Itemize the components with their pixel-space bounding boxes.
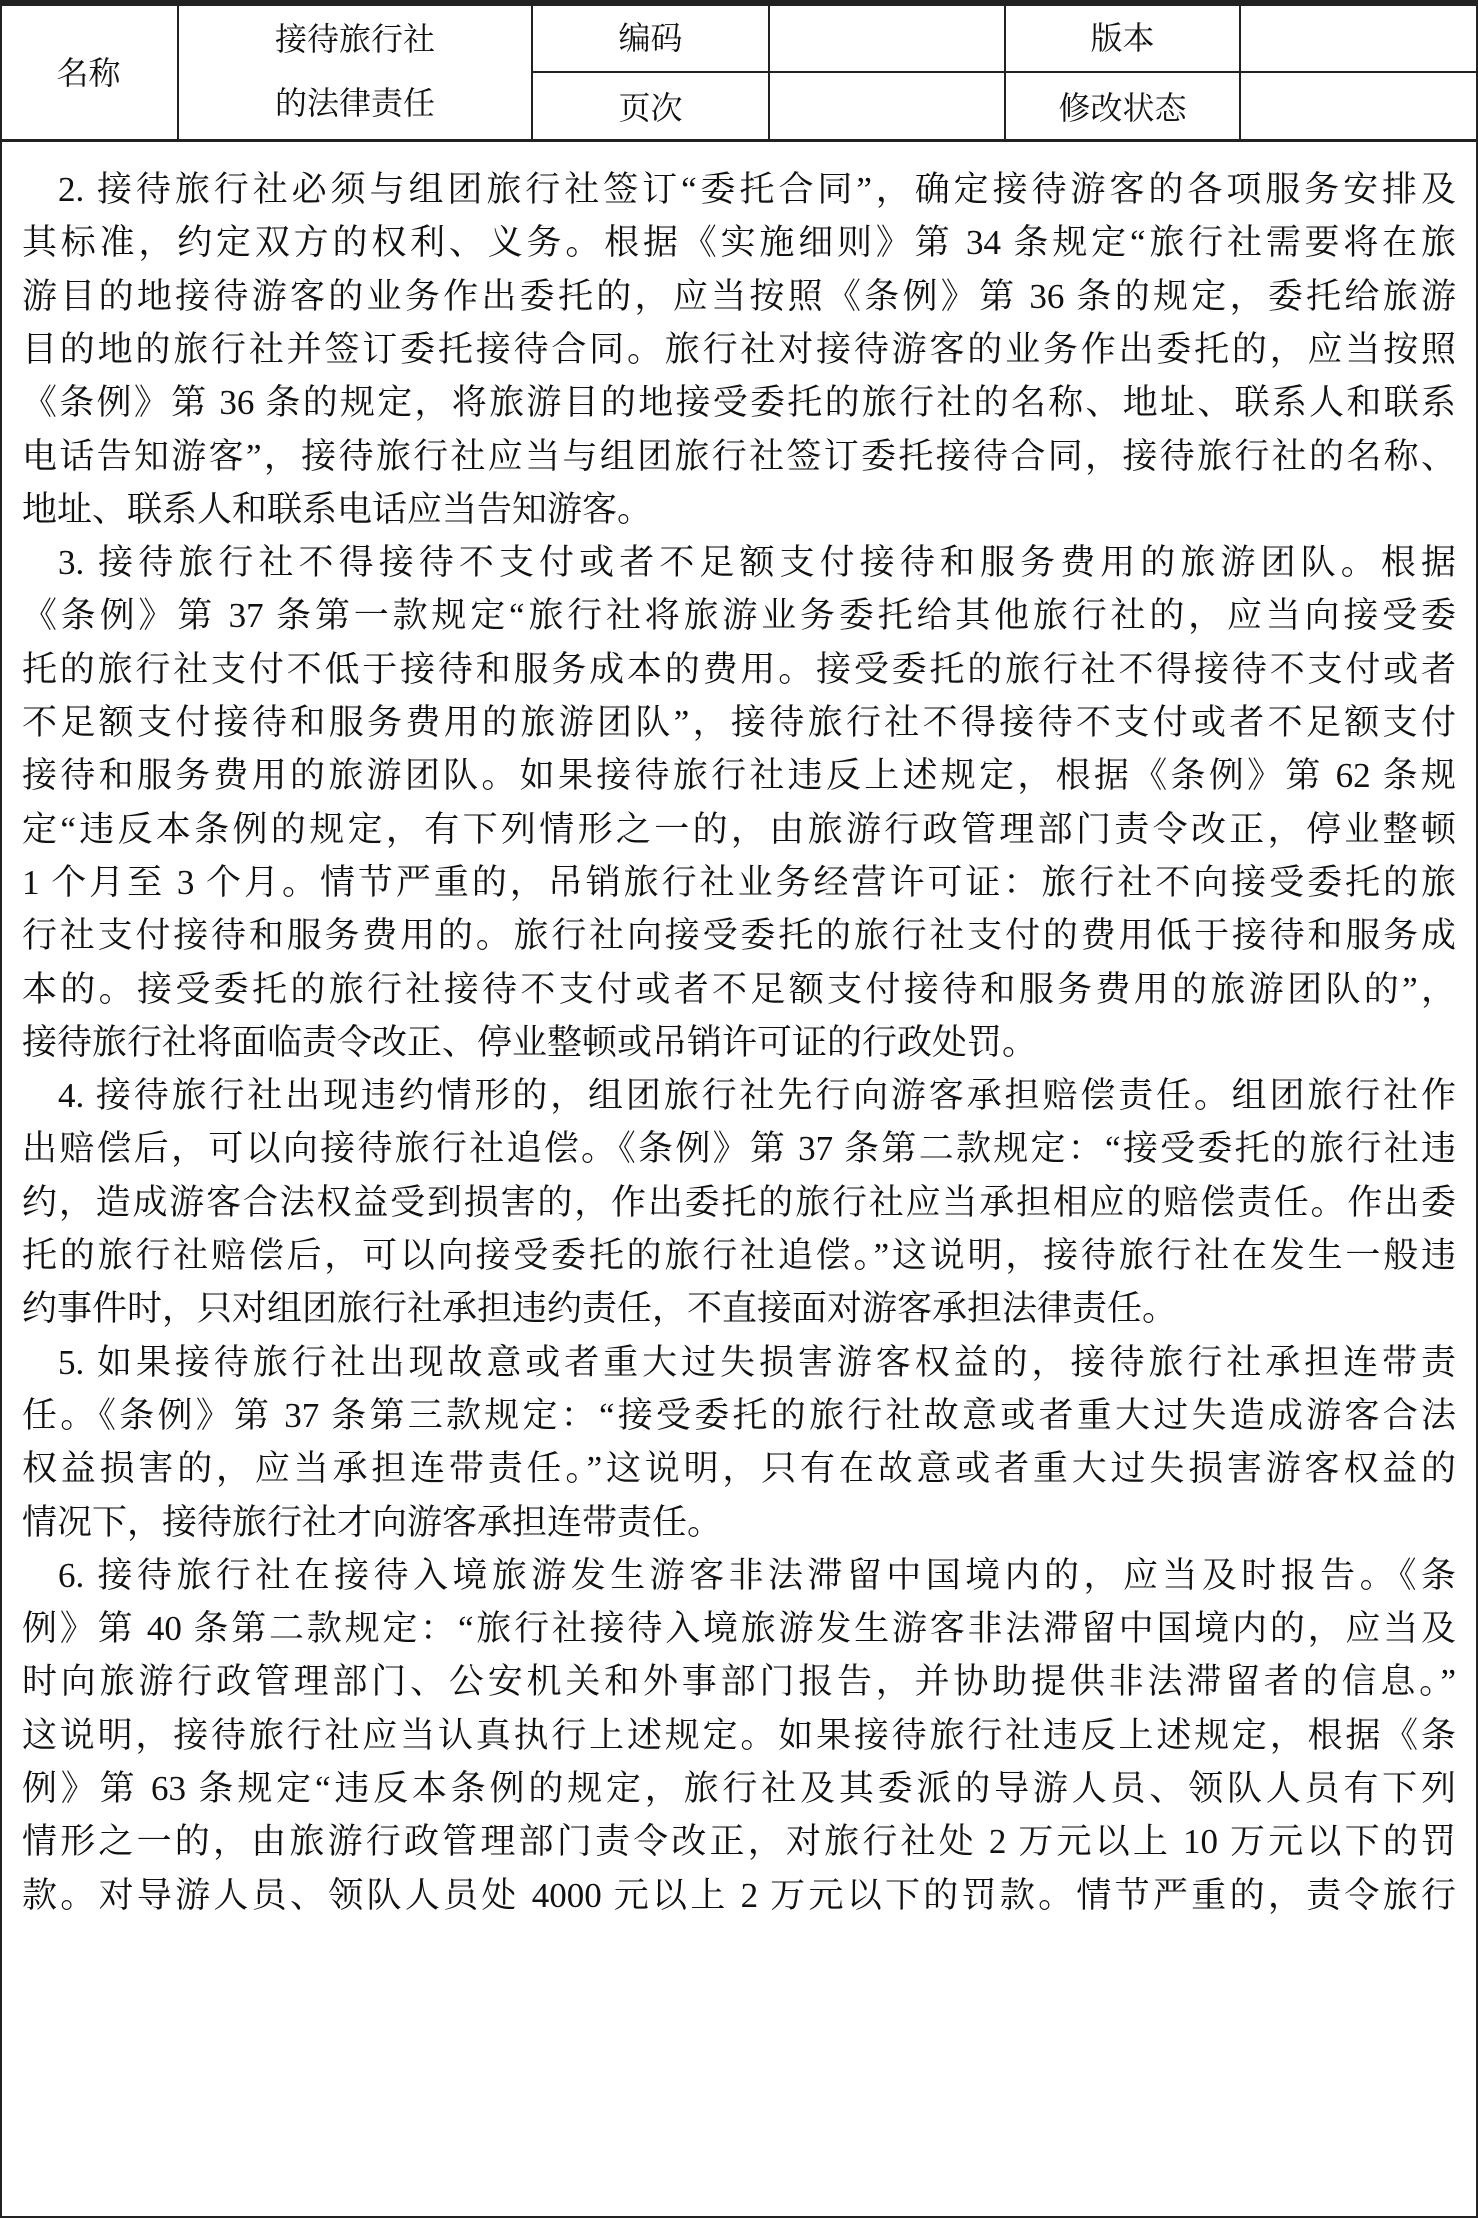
paragraph-line: 款。对导游人员、领队人员处 4000 元以上 2 万元以下的罚款。情节严重的，责令旅行	[22, 1875, 1456, 1915]
paragraph-line: 接待和服务费用的旅游团队。如果接待旅行社违反上述规定，根据《条例》第 62 条规	[22, 756, 1456, 796]
paragraph-line: 情况下，接待旅行社才向游客承担连带责任。	[22, 1502, 723, 1542]
revision-value	[1241, 73, 1476, 139]
version-value	[1241, 0, 1476, 71]
paragraph-line: 约，造成游客合法权益受到损害的，作出委托的旅行社应当承担相应的赔偿责任。作出委	[22, 1182, 1456, 1222]
version-label: 版本	[1090, 19, 1155, 56]
paragraph-line: 行社支付接待和服务费用的。旅行社向接受委托的旅行社支付的费用低于接待和服务成	[22, 916, 1456, 956]
paragraph-line: 情形之一的，由旅游行政管理部门责令改正，对旅行社处 2 万元以上 10 万元以下的罚	[22, 1822, 1456, 1862]
paragraph-line: 例》第 40 条第二款规定：“旅行社接待入境旅游发生游客非法滞留中国境内的，应当及	[22, 1609, 1456, 1649]
paragraph-line: 接待旅行社将面临责令改正、停业整顿或吊销许可证的行政处罚。	[22, 1022, 1038, 1062]
paragraph-line: 例》第 63 条规定“违反本条例的规定，旅行社及其委派的导游人员、领队人员有下列	[22, 1769, 1456, 1808]
paragraph-line: 定“违反本条例的规定，有下列情形之一的，由旅游行政管理部门责令改正，停业整顿	[22, 809, 1456, 849]
paragraph-line: 这说明，接待旅行社应当认真执行上述规定。如果接待旅行社违反上述规定，根据《条	[22, 1715, 1456, 1755]
paragraph-line: 托的旅行社赔偿后，可以向接受委托的旅行社追偿。”这说明，接待旅行社在发生一般违	[22, 1236, 1456, 1275]
paragraph-line: 1 个月至 3 个月。情节严重的，吊销旅行社业务经营许可证：旅行社不向接受委托的旅	[22, 862, 1456, 902]
page-value	[770, 73, 1004, 139]
paragraph-line: 时向旅游行政管理部门、公安机关和外事部门报告，并协助提供非法滞留者的信息。”	[22, 1662, 1456, 1702]
paragraph-line: 权益损害的，应当承担连带责任。”这说明，只有在故意或者重大过失损害游客权益的	[22, 1449, 1456, 1489]
paragraph-line: 游目的地接待游客的业务作出委托的，应当按照《条例》第 36 条的规定，委托给旅游	[22, 276, 1456, 316]
paragraph-line: 出赔偿后，可以向接待旅行社追偿。《条例》第 37 条第二款规定：“接受委托的旅行社违	[22, 1129, 1456, 1169]
paragraph-line: 托的旅行社支付不低于接待和服务成本的费用。接受委托的旅行社不得接待不支付或者	[22, 649, 1456, 689]
paragraph-line: 目的地的旅行社并签订委托接待合同。旅行社对接待游客的业务作出委托的，应当按照	[22, 329, 1456, 369]
code-label: 编码	[618, 19, 683, 56]
name-value	[179, 0, 531, 142]
paragraph-line: 约事件时，只对组团旅行社承担违约责任，不直接面对游客承担法律责任。	[22, 1289, 1178, 1329]
paragraph-line: 6. 接待旅行社在接待入境旅游发生游客非法滞留中国境内的，应当及时报告。《条	[58, 1555, 1456, 1595]
paragraph-line: 5. 如果接待旅行社出现故意或者重大过失损害游客权益的，接待旅行社承担连带责	[58, 1342, 1456, 1382]
page-label: 页次	[618, 90, 683, 126]
paragraph-line: 3. 接待旅行社不得接待不支付或者不足额支付接待和服务费用的旅游团队。根据	[58, 543, 1456, 583]
name-value-line2: 的法律责任	[274, 85, 435, 121]
name-value-line1: 接待旅行社	[274, 21, 435, 57]
paragraph-line: 电话告知游客”，接待旅行社应当与组团旅行社签订委托接待合同，接待旅行社的名称、	[22, 436, 1456, 476]
paragraph-line: 《条例》第 36 条的规定，将旅游目的地接受委托的旅行社的名称、地址、联系人和联系	[22, 383, 1456, 423]
paragraph-line: 4. 接待旅行社出现违约情形的，组团旅行社先行向游客承担赔偿责任。组团旅行社作	[58, 1076, 1456, 1116]
paragraph-line: 其标准，约定双方的权利、义务。根据《实施细则》第 34 条规定“旅行社需要将在旅	[22, 223, 1456, 263]
paragraph-line: 任。《条例》第 37 条第三款规定：“接受委托的旅行社故意或者重大过失造成游客合法	[22, 1395, 1456, 1435]
document-header-table	[0, 0, 1478, 142]
paragraph-line: 2. 接待旅行社必须与组团旅行社签订“委托合同”，确定接待游客的各项服务安排及	[58, 170, 1456, 209]
paragraph-line: 《条例》第 37 条第一款规定“旅行社将旅游业务委托给其他旅行社的，应当向接受委	[22, 596, 1456, 636]
name-label: 名称	[56, 55, 121, 91]
paragraph-line: 本的。接受委托的旅行社接待不支付或者不足额支付接待和服务费用的旅游团队的”，	[22, 969, 1456, 1009]
paragraph-line: 地址、联系人和联系电话应当告知游客。	[22, 489, 653, 529]
code-value	[770, 0, 1004, 71]
paragraph-line: 不足额支付接待和服务费用的旅游团队”，接待旅行社不得接待不支付或者不足额支付	[22, 703, 1456, 742]
revision-label: 修改状态	[1058, 90, 1187, 126]
